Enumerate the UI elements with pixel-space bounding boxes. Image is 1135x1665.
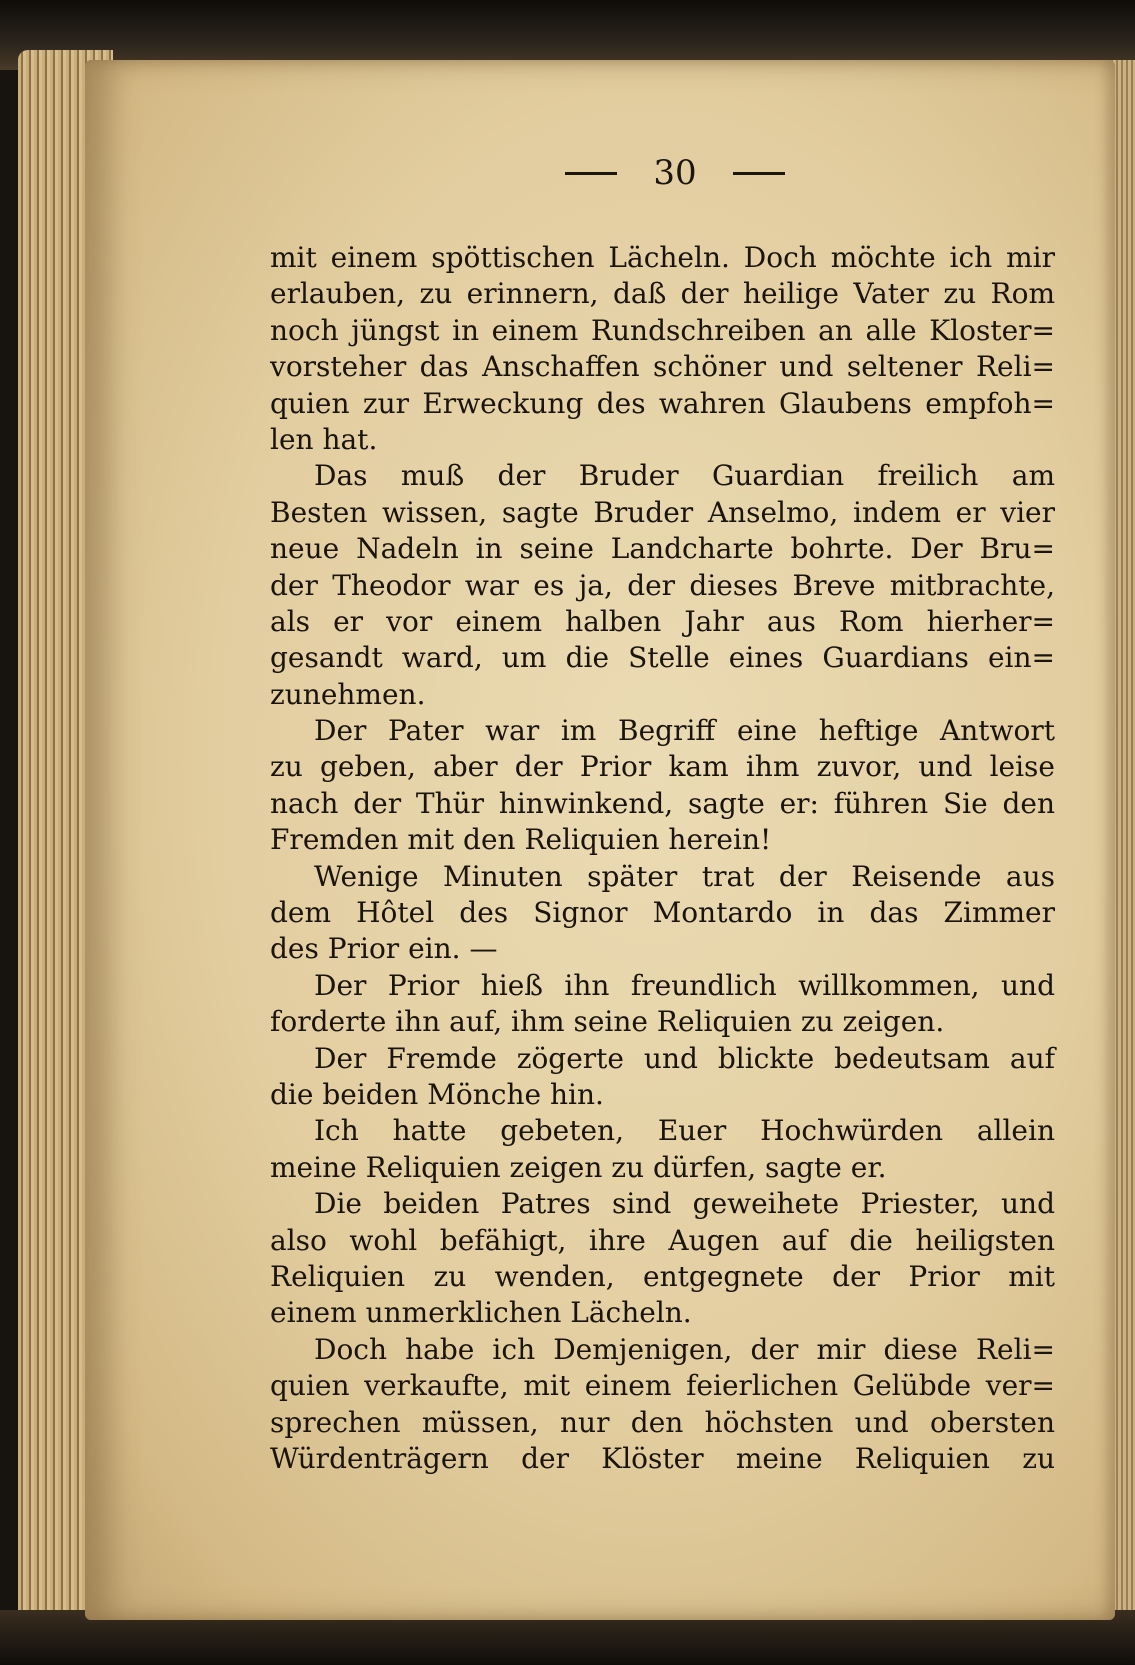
text-line: quien verkaufte, mit einem feierlichen Gelübde ver= [270, 1369, 1055, 1403]
text-line: Fremden mit den Reliquien herein! [270, 823, 772, 857]
text-line: Ich hatte gebeten, Euer Hochwürden allein [314, 1114, 1055, 1148]
text-line: Doch habe ich Demjenigen, der mir diese Reli= [314, 1332, 1055, 1366]
text-line: Der Fremde zögerte und blickte bedeutsam auf [314, 1041, 1055, 1075]
paragraph-1 [270, 240, 1055, 458]
paragraph-3 [270, 713, 1055, 859]
paragraph-8 [270, 1186, 1055, 1332]
text-line: quien zur Erweckung des wahren Glaubens empfoh= [270, 386, 1055, 420]
text-line: noch jüngst in einem Rundschreiben an alle Kloster= [270, 313, 1055, 347]
text-line: gesandt ward, um die Stelle eines Guardians ein= [270, 641, 1055, 675]
paragraph-5 [270, 968, 1055, 1041]
text-line: Reliquien zu wenden, entgegnete der Prior mit [270, 1259, 1055, 1293]
text-line: also wohl befähigt, ihre Augen auf die heiligsten [270, 1223, 1055, 1257]
text-line: neue Nadeln in seine Landcharte bohrte. Der Bru= [270, 532, 1055, 566]
text-line: Der Prior hieß ihn freundlich willkommen, und [314, 968, 1055, 1002]
text-line: Die beiden Patres sind geweihete Priester, und [314, 1187, 1055, 1221]
page-number: 30 [653, 153, 697, 193]
text-line: mit einem spöttischen Lächeln. Doch möchte ich mir [270, 241, 1055, 274]
paragraph-9 [270, 1332, 1055, 1478]
text-line: dem Hôtel des Signor Montardo in das Zimmer [270, 896, 1055, 930]
text-line: Würdenträgern der Klöster meine Reliquien zu [270, 1441, 1055, 1475]
paragraph-6 [270, 1041, 1055, 1114]
dash-left [565, 172, 617, 175]
dash-right [733, 172, 785, 175]
text-line: erlauben, zu erinnern, daß der heilige Vater zu Rom [270, 277, 1055, 311]
text-line: nach der Thür hinwinkend, sagte er: führen Sie den [270, 786, 1055, 820]
text-line: zunehmen. [270, 677, 426, 711]
text-line: Wenige Minuten später trat der Reisende aus [314, 859, 1055, 893]
paragraph-7 [270, 1113, 1055, 1186]
text-line: Besten wissen, sagte Bruder Anselmo, indem er vier [270, 495, 1055, 529]
text-line: der Theodor war es ja, der dieses Breve mitbrachte, [270, 568, 1055, 602]
text-line: meine Reliquien zeigen zu dürfen, sagte er. [270, 1150, 887, 1184]
paragraph-2 [270, 458, 1055, 713]
page-number-header [565, 153, 785, 193]
text-line: als er vor einem halben Jahr aus Rom hierher= [270, 604, 1055, 638]
text-line: einem unmerklichen Lächeln. [270, 1296, 692, 1330]
text-line: Das muß der Bruder Guardian freilich am [314, 459, 1055, 493]
text-line: des Prior ein. — [270, 932, 498, 966]
text-line: die beiden Mönche hin. [270, 1077, 604, 1111]
text-line: zu geben, aber der Prior kam ihm zuvor, und leise [270, 750, 1055, 784]
text-line: Der Pater war im Begriff eine heftige Antwort [314, 714, 1055, 748]
body-text [270, 240, 1055, 1477]
text-line: sprechen müssen, nur den höchsten und obersten [270, 1405, 1055, 1439]
paragraph-4 [270, 859, 1055, 968]
text-line: forderte ihn auf, ihm seine Reliquien zu zeigen. [270, 1005, 945, 1039]
text-line: len hat. [270, 422, 378, 456]
text-line: vorsteher das Anschaffen schöner und seltener Reli= [270, 350, 1055, 384]
